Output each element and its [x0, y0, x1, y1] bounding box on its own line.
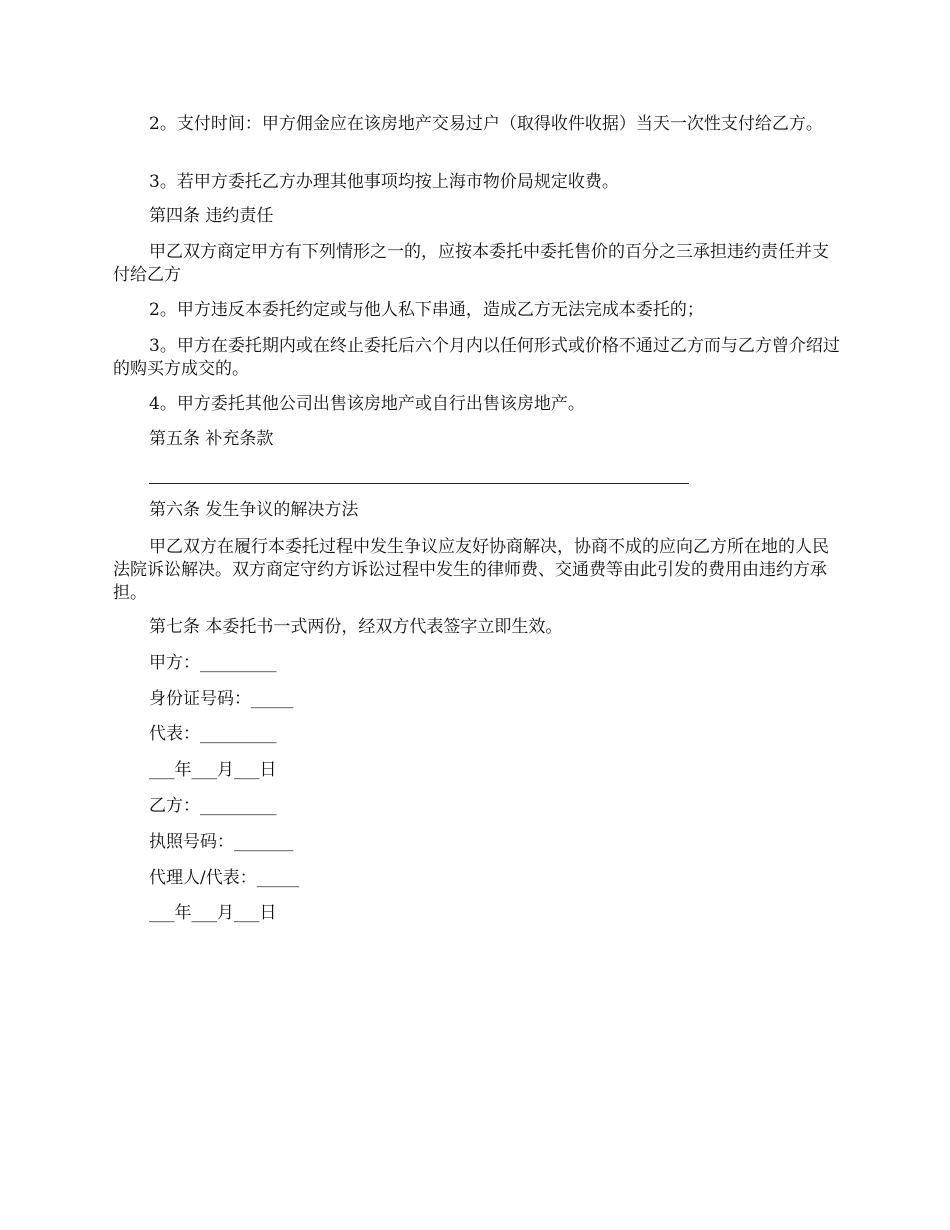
article-4-heading: 第四条 违约责任: [149, 206, 274, 226]
article-4-intro: 甲乙双方商定甲方有下列情形之一的，应按本委托中委托售价的百分之三承担违约责任并支付给乙方: [113, 242, 829, 285]
clause-other-fees: 3。若甲方委托乙方办理其他事项均按上海市物价局规定收费。: [149, 172, 619, 192]
breach-item-3: 3。甲方在委托期内或在终止委托后六个月内以任何形式或价格不通过乙方而与乙方曾介绍过的购买方成交的。: [113, 336, 840, 379]
license-number-field: 执照号码：_______: [149, 832, 294, 852]
breach-item-2: 2。甲方违反本委托约定或与他人私下串通，造成乙方无法完成本委托的；: [149, 300, 704, 320]
article-6-body: 甲乙双方在履行本委托过程中发生争议应友好协商解决，协商不成的应向乙方所在地的人民法院诉讼解决。双方商定守约方诉讼过程中发生的律师费、交通费等由此引发的费用由违约方承担。: [113, 537, 829, 603]
supplementary-terms-blank-line: [149, 483, 689, 484]
party-b-agent: 代理人/代表：_____: [149, 868, 300, 888]
party-b-signature: 乙方：_________: [149, 796, 277, 816]
article-7-text: 第七条 本委托书一式两份，经双方代表签字立即生效。: [149, 617, 563, 637]
party-a-signature: 甲方：_________: [149, 653, 277, 673]
id-number-field: 身份证号码：_____: [149, 689, 294, 709]
party-b-date: ___年___月___日: [149, 903, 277, 923]
party-a-representative: 代表：_________: [149, 724, 277, 744]
article-6-heading: 第六条 发生争议的解决方法: [149, 500, 359, 520]
party-a-date: ___年___月___日: [149, 760, 277, 780]
clause-payment-time: 2。支付时间：甲方佣金应在该房地产交易过户（取得收件收据）当天一次性支付给乙方。: [149, 114, 823, 134]
article-5-heading: 第五条 补充条款: [149, 429, 274, 449]
breach-item-4: 4。甲方委托其他公司出售该房地产或自行出售该房地产。: [149, 394, 585, 414]
